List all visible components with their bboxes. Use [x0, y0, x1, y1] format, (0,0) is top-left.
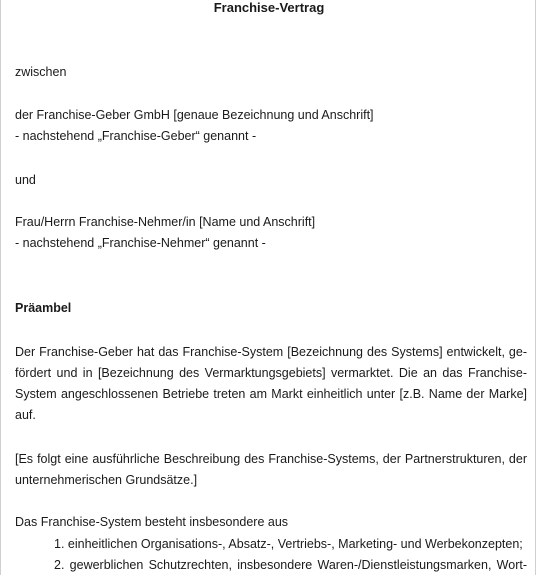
- list-item: 2. gewerblichen Schutzrechten, insbesondere Waren-/Dienstleistungsmarken, Wort-: [54, 558, 527, 572]
- component-list: [54, 534, 527, 576]
- list-item: 1. einheitlichen Organisations-, Absatz-, Vertriebs-, Marketing- und Werbekonzepten;: [54, 537, 523, 551]
- party1-designation: - nachstehend „Franchise-Geber“ genannt -: [15, 129, 257, 143]
- preamble-line: Der Franchise-Geber hat das Franchise-System [Bezeichnung des Systems] entwickelt, ge-: [15, 345, 527, 359]
- note-paragraph: [15, 449, 527, 491]
- preamble-line: System angeschlossenen Betriebe treten am Markt einheitlich unter [z.B. Name der Marke]: [15, 387, 527, 401]
- document-title: Franchise-Vertrag: [213, 0, 325, 15]
- and-text: und: [15, 173, 36, 187]
- party2-designation: - nachstehend „Franchise-Nehmer“ genannt -: [15, 236, 266, 250]
- party2-name: Frau/Herrn Franchise-Nehmer/in [Name und Anschrift]: [15, 215, 316, 229]
- preamble-paragraph: [15, 342, 527, 426]
- preamble-line: fördert und in [Bezeichnung des Vermarktungsgebiets] vermarktet. Die an das Franchise-: [15, 366, 527, 380]
- preamble-line: auf.: [15, 408, 36, 422]
- note-line: [Es folgt eine ausführliche Beschreibung des Franchise-Systems, der Partnerstrukturen, der: [15, 452, 527, 466]
- note-line: unternehmerischen Grundsätze.]: [15, 473, 198, 487]
- consists-text: Das Franchise-System besteht insbesondere aus: [15, 515, 289, 529]
- party1-name: der Franchise-Geber GmbH [genaue Bezeichnung und Anschrift]: [15, 108, 374, 122]
- preamble-heading: Präambel: [15, 301, 72, 315]
- intro-text: zwischen: [15, 65, 67, 79]
